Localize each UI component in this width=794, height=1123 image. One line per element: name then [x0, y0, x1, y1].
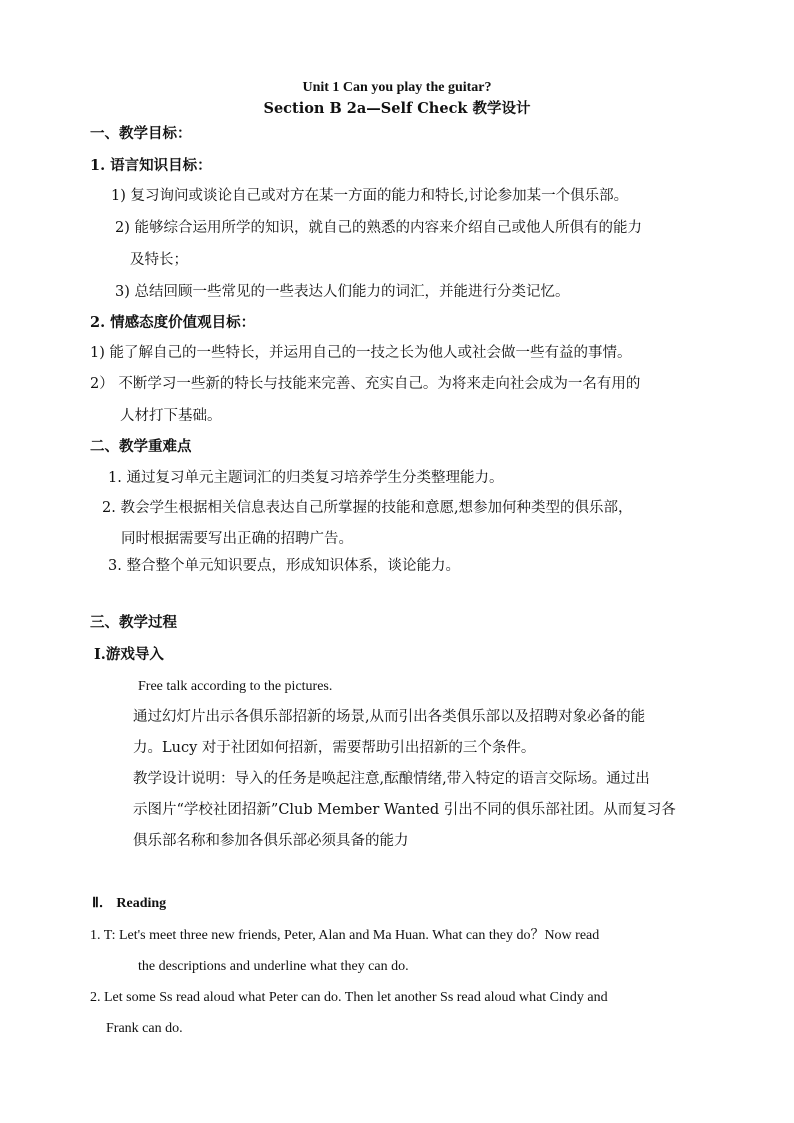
list-item: 2) 能够综合运用所学的知识，就自己的熟悉的内容来介绍自己或他人所俱有的能力 [115, 220, 642, 236]
doc-title: Unit 1 Can you play the guitar? [302, 80, 492, 95]
list-item: 3) 总结回顾一些常见的一些表达人们能力的词汇，并能进行分类记忆。 [115, 284, 570, 300]
paragraph-line: Frank can do. [106, 1021, 183, 1036]
subsection-heading: 2. 情感态度价值观目标： [90, 314, 256, 331]
paragraph-line: 通过幻灯片出示各俱乐部招新的场景,从而引出各类俱乐部以及招聘对象必备的能 [133, 709, 646, 725]
section-heading: 一、教学目标： [90, 125, 192, 142]
list-item: 1. 通过复习单元主题词汇的归类复习培养学生分类整理能力。 [108, 470, 504, 486]
paragraph-line: the descriptions and underline what they can do. [138, 959, 409, 974]
subsection-heading: Ⅱ． Reading [92, 896, 167, 911]
list-item: 1) 复习询问或谈论自己或对方在某一方面的能力和特长,讨论参加某一个俱乐部。 [111, 188, 629, 204]
doc-subtitle: Section B 2a—Self Check 教学设计 [263, 100, 531, 117]
subsection-heading: Ⅰ.游戏导入 [94, 646, 164, 663]
paragraph-line: Free talk according to the pictures. [138, 679, 333, 694]
list-item: 3. 整合整个单元知识要点，形成知识体系，谈论能力。 [108, 558, 460, 574]
section-heading: 二、教学重难点 [90, 438, 192, 455]
paragraph-line: 力。Lucy 对于社团如何招新，需要帮助引出招新的三个条件。 [133, 740, 536, 756]
list-item: 2. 教会学生根据相关信息表达自己所掌握的技能和意愿,想参加何种类型的俱乐部， [102, 500, 633, 516]
paragraph-line: 示图片“学校社团招新”Club Member Wanted 引出不同的俱乐部社团。从而复习各 [133, 802, 676, 818]
list-item-continuation: 人材打下基础。 [120, 408, 222, 424]
paragraph-line: 2. Let some Ss read aloud what Peter can do. Then let another Ss read aloud what Cindy and [90, 990, 608, 1005]
paragraph-line: 1. T: Let's meet three new friends, Peter, Alan and Ma Huan. What can they do？Now read [90, 928, 600, 943]
subsection-heading: 1. 语言知识目标： [90, 157, 212, 174]
list-item: 2） 不断学习一些新的特长与技能来完善、充实自己。为将来走向社会成为一名有用的 [90, 376, 641, 392]
list-item: 1) 能了解自己的一些特长，并运用自己的一技之长为他人或社会做一些有益的事情。 [90, 345, 632, 361]
paragraph-line: 俱乐部名称和参加各俱乐部必须具备的能力 [133, 833, 409, 849]
list-item-continuation: 及特长； [130, 252, 188, 268]
section-heading: 三、教学过程 [90, 614, 177, 631]
list-item-continuation: 同时根据需要写出正确的招聘广告。 [121, 531, 353, 547]
paragraph-line: 教学设计说明：导入的任务是唤起注意,酝酿情绪,带入特定的语言交际场。通过出 [133, 771, 650, 787]
